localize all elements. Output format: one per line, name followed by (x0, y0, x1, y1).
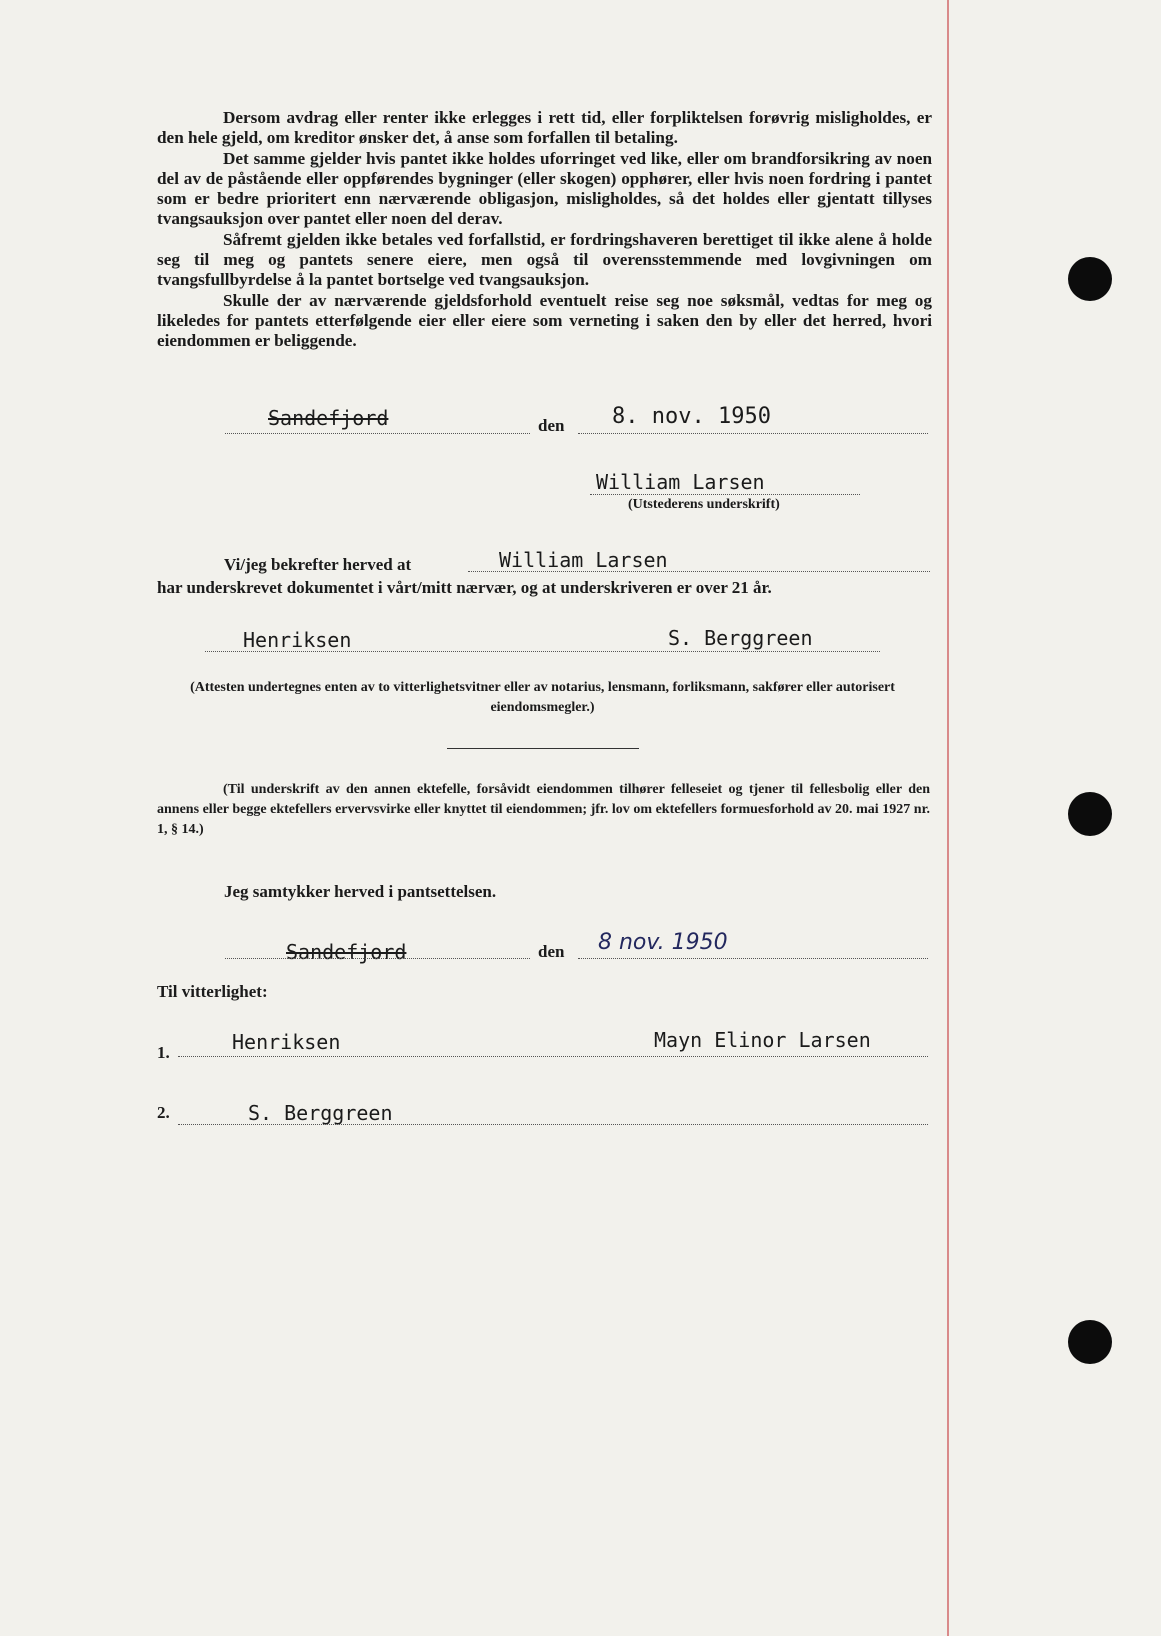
witness-line-1 (178, 1056, 928, 1057)
paragraph-insurance: Det samme gjelder hvis pantet ikke holdes uforringet ved like, eller om brandforsikring av noen del av de påstående eller oppførendes bygninger (eller skogen) opphører, eller hvis noen fordring i pantet som er bedre prioritert enn nærværende obligasjon, misligholdes, så det holdes eller gjentatt tillyses tvangsauksjon over pantet eller noen del derav. (157, 148, 932, 229)
spouse-signature-line (447, 748, 639, 749)
spouse-note: (Til underskrift av den annen ektefelle, forsåvidt eiendommen tilhører felleseiet og tjener til fellesbolig eller den annens eller begge ektefellers ervervsvirke eller knyttet til eiendommen; jfr. lov om ektefellers formuesforhold av 20. mai 1927 nr. 1, § 14.) (157, 782, 930, 837)
witness-line-2 (178, 1124, 928, 1125)
issuer-signature: William Larsen (596, 470, 765, 494)
confirmation-line2: har underskrevet dokumentet i vårt/mitt nærvær, og at underskriveren er over 21 år. (157, 578, 772, 597)
confirm-witness-line (205, 651, 880, 652)
place-2-line (225, 958, 530, 959)
witness-heading: Til vitterlighet: (157, 982, 268, 1001)
consent-text: Jeg samtykker herved i pantsettelsen. (224, 882, 497, 901)
witness-name-1: Henriksen (232, 1030, 341, 1054)
date-1: 8. nov. 1950 (612, 404, 771, 429)
issuer-caption: (Utstederens underskrift) (628, 497, 780, 512)
issuer-signature-line (590, 494, 860, 495)
punch-hole-icon (1068, 1320, 1112, 1364)
confirm-witness-2: S. Berggreen (668, 626, 813, 650)
witness-number-2: 2. (157, 1103, 170, 1122)
place-2: Sandefjord (286, 940, 407, 964)
confirmation-name-line (468, 571, 930, 572)
place-1-line (225, 433, 530, 434)
red-margin-line (947, 0, 949, 1636)
confirmation-name: William Larsen (499, 548, 668, 572)
attest-note: (Attesten undertegnes enten av to vitterlighetsvitner eller av notarius, lensmann, forliksmann, sakfører eller autorisert eiendomsmegler.) (190, 680, 895, 715)
date-2-line (578, 958, 928, 959)
confirm-witness-1: Henriksen (243, 628, 352, 652)
den-label-1: den (538, 416, 565, 435)
den-label-2: den (538, 942, 565, 961)
paragraph-venue: Skulle der av nærværende gjeldsforhold eventuelt reise seg noe søksmål, vedtas for meg og likeledes for pantets etterfølgende eier eller eiere som verneting i saken den by eller det herred, hvori eiendommen er beliggende. (157, 290, 932, 351)
punch-hole-icon (1068, 257, 1112, 301)
punch-hole-icon (1068, 792, 1112, 836)
witness-name-2: S. Berggreen (248, 1101, 393, 1125)
place-1: Sandefjord (268, 406, 389, 430)
date-1-line (578, 433, 928, 434)
date-2: 8 nov. 1950 (598, 930, 728, 955)
terms-text (157, 108, 932, 352)
confirmation-prefix: Vi/jeg bekrefter herved at (224, 555, 412, 574)
consent-signer: Mayn Elinor Larsen (654, 1028, 871, 1052)
paragraph-default: Dersom avdrag eller renter ikke erlegges i rett tid, eller forpliktelsen forøvrig misligholdes, er den hele gjeld, om kreditor ønsker det, å anse som forfallen til betaling. (157, 108, 932, 148)
paragraph-enforcement: Såfremt gjelden ikke betales ved forfallstid, er fordringshaveren berettiget til ikke alene å holde seg til meg og pantets senere eiere, men også til overensstemmende med lovgivningen om tvangsfullbyrdelse å la pantet bortselge ved tvangsauksjon. (157, 229, 932, 290)
witness-number-1: 1. (157, 1043, 170, 1062)
